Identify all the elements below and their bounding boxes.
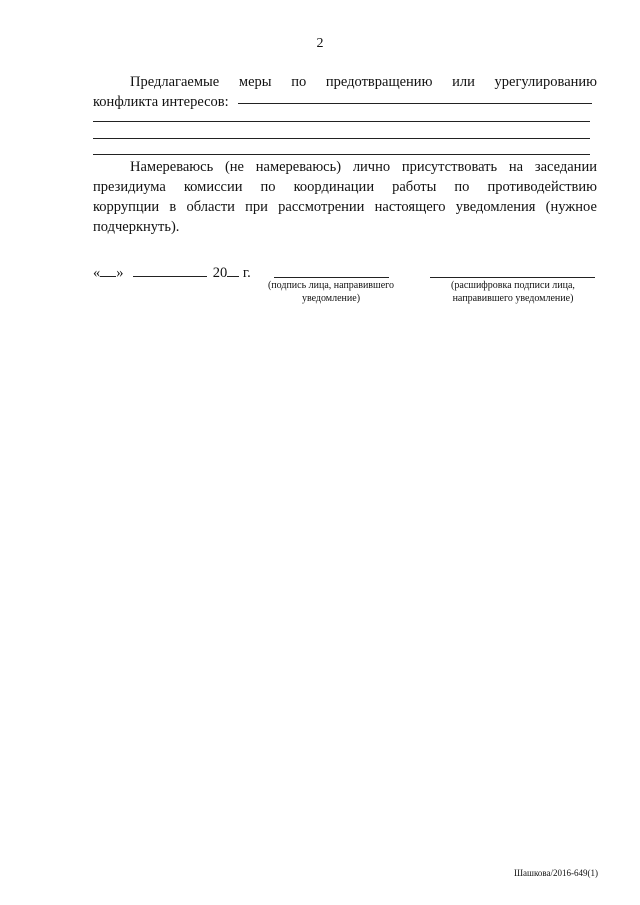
word: работы xyxy=(392,179,437,195)
year-blank[interactable] xyxy=(227,262,239,277)
signature-decoding-line[interactable] xyxy=(430,277,595,278)
word: предотвращению xyxy=(325,74,433,90)
decoding-caption-line-1: (расшифровка подписи лица, xyxy=(451,280,575,291)
word: президиума xyxy=(93,179,166,195)
measures-fill-line-2 xyxy=(93,121,590,122)
signature-line[interactable] xyxy=(274,277,389,278)
signature-caption-line-2: уведомление) xyxy=(301,293,361,304)
month-blank[interactable] xyxy=(133,262,207,277)
word: намереваюсь) xyxy=(255,159,342,175)
word: на xyxy=(508,159,524,175)
decoding-caption xyxy=(418,279,608,305)
word: коррупции xyxy=(93,199,160,215)
intent-paragraph xyxy=(93,157,597,237)
measures-fill-line-3 xyxy=(93,138,590,139)
measures-paragraph xyxy=(93,72,597,112)
word: по xyxy=(291,74,307,90)
word: при xyxy=(245,199,268,215)
measures-fill-line-1 xyxy=(238,103,592,104)
word: по xyxy=(260,179,276,195)
page-number: 2 xyxy=(316,36,324,51)
measures-line-1 xyxy=(93,72,597,92)
intent-line-1 xyxy=(93,157,597,177)
word: (не xyxy=(224,159,244,175)
word: Предлагаемые xyxy=(130,74,220,90)
word: или xyxy=(452,74,475,90)
word: заседании xyxy=(534,159,597,175)
word: настоящего xyxy=(374,199,446,215)
quote-close: » xyxy=(116,265,124,281)
word: координации xyxy=(293,179,375,195)
word: рассмотрении xyxy=(278,199,365,215)
word: (нужное xyxy=(545,199,597,215)
intent-line-2 xyxy=(93,177,597,197)
word: урегулированию xyxy=(494,74,597,90)
date-row xyxy=(93,262,251,282)
decoding-caption-line-2: направившего уведомление) xyxy=(452,293,574,304)
intent-line-3 xyxy=(93,197,597,217)
word: области xyxy=(186,199,235,215)
word: комиссии xyxy=(183,179,243,195)
word: уведомления xyxy=(455,199,536,215)
word: присутствовать xyxy=(401,159,498,175)
signature-caption xyxy=(236,279,426,305)
day-blank[interactable] xyxy=(100,262,116,277)
word: меры xyxy=(238,74,272,90)
measures-line-2: конфликта интересов: xyxy=(93,94,229,110)
word: лично xyxy=(352,159,391,175)
word: по xyxy=(454,179,470,195)
measures-fill-line-4 xyxy=(93,154,590,155)
document-id: Шашкова/2016-649(1) xyxy=(513,868,598,878)
word: в xyxy=(169,199,177,215)
word: противодействию xyxy=(487,179,597,195)
year-prefix: 20 xyxy=(212,265,228,281)
signature-caption-line-1: (подпись лица, направившего xyxy=(267,280,395,291)
intent-line-4: подчеркнуть). xyxy=(93,219,180,235)
quote-open: « xyxy=(93,265,101,281)
word: Намереваюсь xyxy=(130,159,214,175)
year-suffix: г. xyxy=(239,265,251,281)
